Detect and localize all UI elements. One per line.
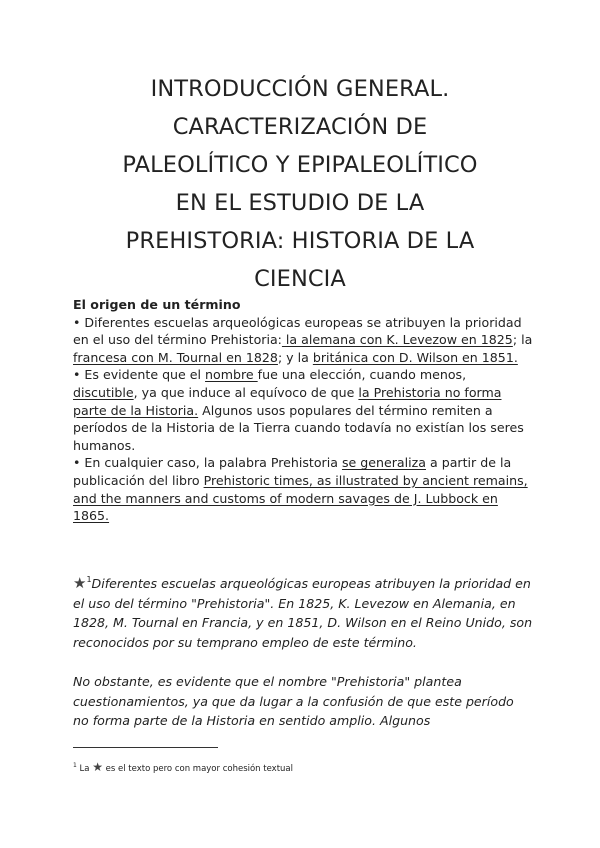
title-line: CARACTERIZACIÓN DE bbox=[172, 114, 428, 140]
expanded-text bbox=[73, 570, 533, 731]
bullet-text: • En cualquier caso, la palabra Prehistoria bbox=[73, 455, 342, 471]
underlined-text: la alemana con K. Levezow en 1825 bbox=[281, 332, 513, 348]
bullet-text: • Diferentes escuelas arqueológicas europeas se atribuyen la prioridad en el uso del término Prehistoria: bbox=[73, 314, 522, 348]
paragraph-text: Diferentes escuelas arqueológicas europeas atribuyen la prioridad en el uso del término "Prehistoria". En 1825, K. Levezow en Alemania, en 1828, M. Tournal en Francia, y en 1851, D. Wilson en el Reino Unido, son reconocidos por su temprano empleo de este término. bbox=[73, 576, 533, 650]
star-icon: ★ bbox=[73, 574, 87, 592]
underlined-text: francesa con M. Tournal en 1828 bbox=[73, 349, 278, 365]
title-line: CIENCIA bbox=[254, 266, 346, 292]
section-heading: El origen de un término bbox=[73, 297, 241, 312]
bullet-text: ; la bbox=[512, 332, 533, 348]
footnote-text: La bbox=[76, 764, 93, 774]
bullet-1 bbox=[73, 314, 533, 367]
underlined-text: la Prehistoria no forma parte de la Historia. bbox=[73, 384, 502, 418]
bullet-text: Algunos usos populares del término remiten a períodos de la Historia de la Tierra cuando todavía no existían los seres humanos. bbox=[73, 402, 524, 453]
footnote-text: es el texto pero con mayor cohesión textual bbox=[102, 764, 294, 774]
bullet-3 bbox=[73, 454, 533, 524]
title-line: INTRODUCCIÓN GENERAL. bbox=[150, 76, 450, 102]
bullet-text: a partir de la publicación del libro bbox=[73, 455, 512, 488]
bullet-text: fue una elección, cuando menos, bbox=[257, 367, 467, 383]
underlined-text: se generaliza bbox=[341, 455, 426, 471]
expanded-paragraph-2 bbox=[73, 672, 533, 731]
paragraph-text: No obstante, es evidente que el nombre "Prehistoria" plantea cuestionamientos, ya que da lugar a la confusión de que este período no forma parte de la Historia en sentido amplio. Algunos bbox=[73, 673, 514, 729]
summary-section bbox=[73, 296, 533, 525]
underlined-text: nombre bbox=[205, 367, 258, 383]
bullet-text: • Es evidente que el bbox=[73, 367, 206, 383]
bullet-text: ; y la bbox=[277, 349, 313, 365]
underlined-text: británica con D. Wilson en 1851. bbox=[312, 349, 518, 365]
underlined-text: Prehistoric times, as illustrated by ancient remains, and the manners and customs of modern savages de J. Lubbock en 1865. bbox=[73, 472, 528, 524]
page-title bbox=[60, 70, 540, 298]
star-icon: ★ bbox=[92, 760, 103, 774]
bullet-text: , ya que induce al equívoco de que bbox=[133, 384, 359, 400]
footnote-divider bbox=[73, 747, 218, 748]
title-line: PREHISTORIA: HISTORIA DE LA bbox=[125, 228, 475, 254]
title-line: PALEOLÍTICO Y EPIPALEOLÍTICO bbox=[122, 152, 478, 178]
bullet-2 bbox=[73, 366, 533, 454]
underlined-text: discutible bbox=[73, 384, 134, 400]
footnote bbox=[73, 760, 293, 774]
footnote-reference[interactable]: 1 bbox=[86, 575, 92, 584]
expanded-paragraph-1 bbox=[73, 570, 533, 652]
title-line: EN EL ESTUDIO DE LA bbox=[175, 190, 425, 216]
footnote-number: 1 bbox=[73, 762, 77, 769]
